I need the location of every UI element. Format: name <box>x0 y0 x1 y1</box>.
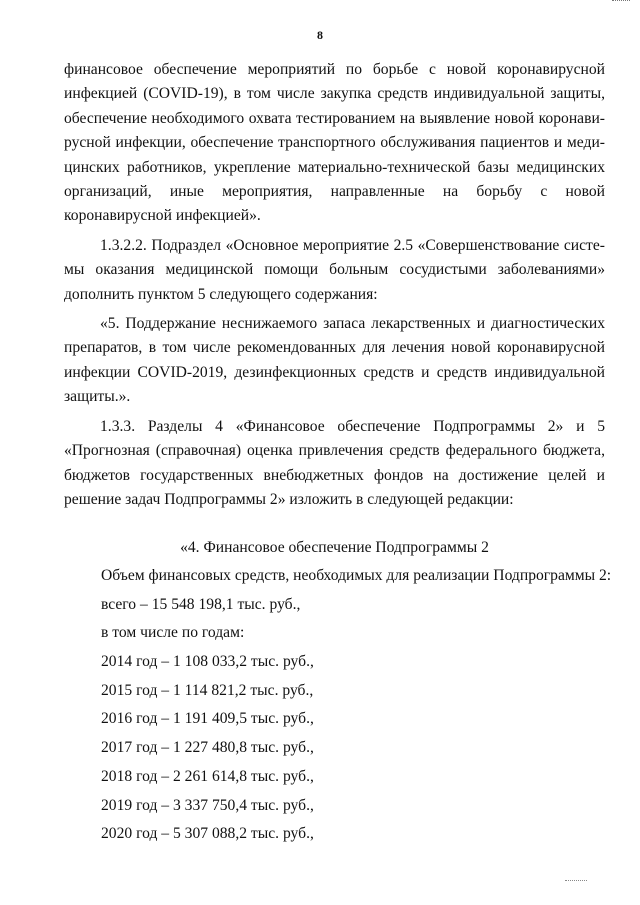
page-number: 8 <box>317 28 323 42</box>
scan-mark-bottom <box>565 880 587 883</box>
paragraph-1-3-3: 1.3.3. Разделы 4 «Финансовое обеспечение Подпрограммы 2» и 5 «Прогнозная (справочная) оценка привлечения средств федерального бюджета, бюджетов государственных внебюджетных фондов на достижение целей и решение задач Подпрограммы 2» изложить в следующей редакции: <box>64 417 605 508</box>
finance-list-item: в том числе по годам: <box>101 624 245 642</box>
finance-list-item: 2019 год – 3 337 750,4 тыс. руб., <box>101 796 314 814</box>
body-text-top <box>64 58 605 512</box>
finance-list <box>101 564 621 851</box>
finance-list-item: 2014 год – 1 108 033,2 тыс. руб., <box>101 653 314 671</box>
finance-list-item: 2015 год – 1 114 821,2 тыс. руб., <box>101 681 314 699</box>
scan-mark-top <box>612 0 630 3</box>
finance-list-item: 2018 год – 2 261 614,8 тыс. руб., <box>101 767 314 785</box>
paragraph-item-5: «5. Поддержание неснижаемого запаса лекарственных и диагностических препаратов, в том числе рекомендованных для лечения новой коронавирусной инфекции COVID-2019, дезинфекционных средств и средств индивидуальной защиты.». <box>64 315 605 406</box>
finance-list-item: 2017 год – 1 227 480,8 тыс. руб., <box>101 739 314 757</box>
paragraph-continuation: финансовое обеспечение мероприятий по борьбе с новой коронавирусной инфекцией (COVID-19), в том числе закупка средств индивидуальной защиты, обеспечение необходимого охвата тестированием на выявление новой коронавирусной инфекции, обеспечение транспортного обслуживания пациентов и медицинских работников, укрепление материально-технической базы медицинских организаций, иные мероприятия, направленные на борьбу с новой коронавирусной инфекцией». <box>64 61 605 225</box>
finance-list-item: Объем финансовых средств, необходимых для реализации Подпрограммы 2: <box>101 567 612 584</box>
finance-list-item: всего – 15 548 198,1 тыс. руб., <box>101 595 301 613</box>
paragraph-1-3-2-2: 1.3.2.2. Подраздел «Основное мероприятие 2.5 «Совершенствование системы оказания медицинской помощи больным сосудистыми заболеваниями» дополнить пунктом 5 следующего содержания: <box>64 236 605 303</box>
finance-list-item: 2020 год – 5 307 088,2 тыс. руб., <box>101 825 314 843</box>
finance-list-item: 2016 год – 1 191 409,5 тыс. руб., <box>101 710 314 728</box>
section-heading: «4. Финансовое обеспечение Подпрограммы 2 <box>180 539 489 556</box>
